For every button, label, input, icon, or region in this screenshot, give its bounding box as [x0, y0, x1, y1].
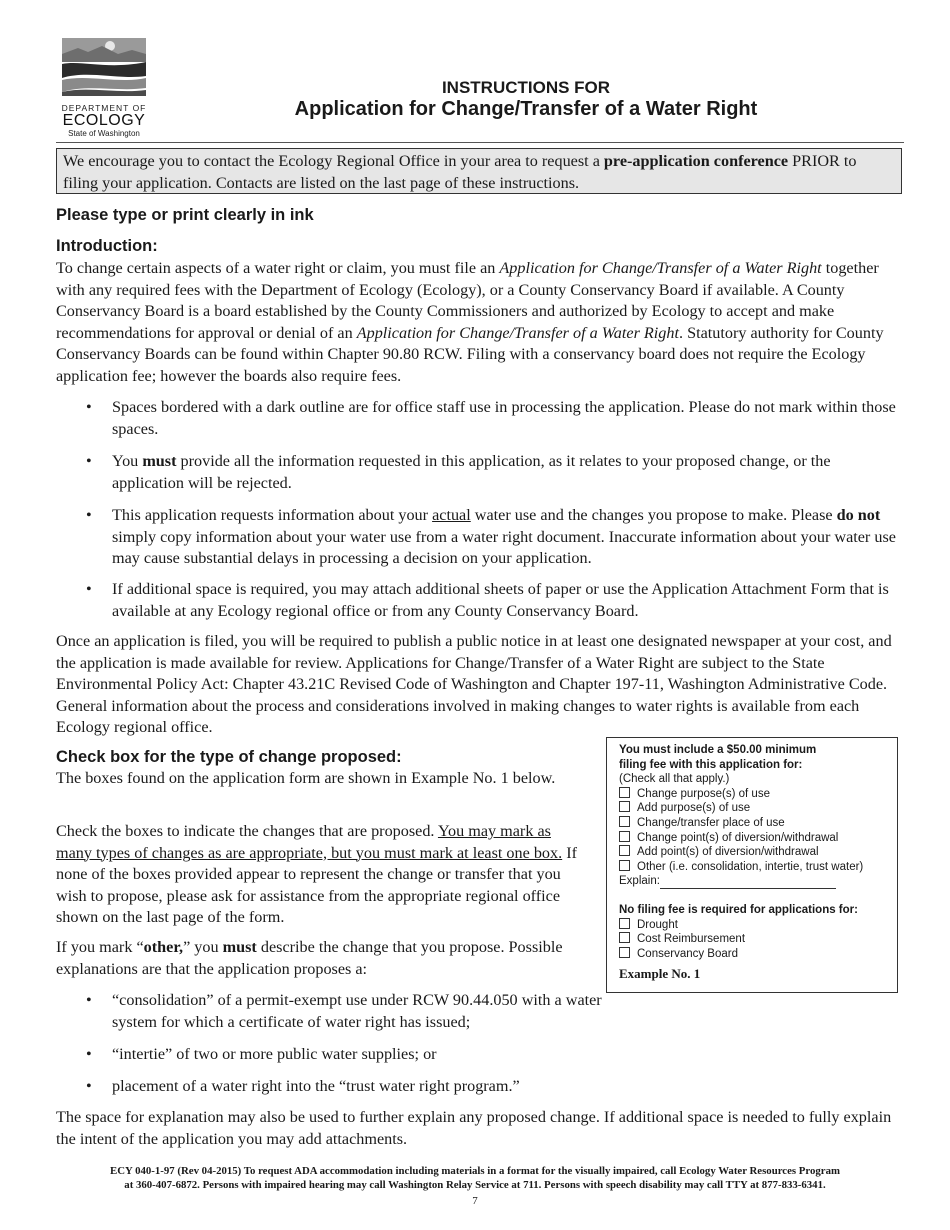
- print-heading: Please type or print clearly in ink: [56, 206, 314, 224]
- checkbox-icon: [619, 860, 630, 871]
- once-filed-paragraph: Once an application is filed, you will be required to publish a public notice in at least one designated newspaper at your cost, and the application is made available for review. Applications for Change/Transfer of a Water Right are subject to the State Environmental Policy Act: Chapter 43.21C Revised Code of Washington and Chapter 197-11, Washington Administrative Code. General information about the process and considerations involved in making changes to water rights is available from each Ecology regional office.: [56, 632, 892, 736]
- checkbox-icon: [619, 787, 630, 798]
- page-title: Application for Change/Transfer of a Water Right: [294, 98, 758, 120]
- intro-paragraph: To change certain aspects of a water right or claim, you must file an Application for Change/Transfer of a Water Right together with any required fees with the Department of Ecology (Ecology), or a County Conservancy Board if available. A County Conservancy Board is a board established by the County Commissioners and authorized by Ecology to accept and make recommendations for approval or denial of an Application for Change/Transfer of a Water Right. Statutory authority for County Conservancy Boards can be found within Chapter 90.80 RCW. Filing with a conservancy board does not require the Ecology application fee; however the boards also require fees.: [56, 259, 884, 385]
- example-checkbox-item: Change purpose(s) of use: [619, 787, 885, 802]
- logo-dept-text: DEPARTMENT OF: [61, 103, 147, 113]
- checkbox-icon: [619, 918, 630, 929]
- closing-paragraph: The space for explanation may also be used to further explain any proposed change. If additional space is needed to fully explain the intent of the application you may add attachments.: [56, 1108, 892, 1148]
- example-checkbox-item: Drought: [619, 918, 885, 933]
- check-paragraph-2: Check the boxes to indicate the changes that are proposed. You may mark as many types of changes as are appropriate, but you must mark at least one box. If none of the boxes provided appear to represent the change or transfer that you wish to propose, please ask for assistance from the appropriate regional office shown on the last page of the form.: [56, 822, 577, 926]
- example-checkbox-item: Add point(s) of diversion/withdrawal: [619, 845, 885, 860]
- pre-application-notice: We encourage you to contact the Ecology Regional Office in your area to request a pre-application conference PRIOR to filing your application. Contacts are listed on the last page of these instructions.: [56, 148, 902, 194]
- footer-ada-notice: ECY 040-1-97 (Rev 04-2015) To request ADA accommodation including materials in a format for the visually impaired, call Ecology Water Resources Program at 360-407-6872. Persons with impaired hearing may call Washington Relay Service at 711. Persons with speech disability may call TTY at 877-833-6341.: [110, 1165, 840, 1191]
- checkbox-icon: [619, 845, 630, 856]
- example-explain-line: Explain:: [619, 874, 885, 889]
- example-checkbox-item: Add purpose(s) of use: [619, 801, 885, 816]
- list-item: • If additional space is required, you may attach additional sheets of paper or use the Application Attachment Form that is available at any Ecology regional office or from any County Conservancy Board.: [86, 580, 889, 620]
- list-item: • This application requests information about your actual water use and the changes you propose to make. Please do not simply copy information about your water use from a water right document. Inaccurate information about your water use may cause substantial delays in processing a decision on your application.: [86, 506, 896, 567]
- example-checkbox-item: Conservancy Board: [619, 947, 885, 962]
- list-item: • “consolidation” of a permit-exempt use under RCW 90.44.050 with a water system for which a certificate of water right has issued;: [86, 991, 602, 1031]
- example-checkbox-item: Change/transfer place of use: [619, 816, 885, 831]
- checkbox-icon: [619, 801, 630, 812]
- check-box-heading: Check box for the type of change proposed:: [56, 748, 402, 766]
- list-item: • placement of a water right into the “trust water right program.”: [86, 1077, 520, 1095]
- list-item: • “intertie” of two or more public water supplies; or: [86, 1045, 437, 1063]
- logo-state-text: State of Washington: [68, 129, 140, 138]
- list-item: • You must provide all the information requested in this application, as it relates to your proposed change, or the application will be rejected.: [86, 452, 831, 492]
- checkbox-icon: [619, 816, 630, 827]
- checkbox-icon: [619, 831, 630, 842]
- page-number: 7: [472, 1195, 478, 1207]
- check-paragraph-3: If you mark “other,” you must describe the change that you propose. Possible explanations are that the application proposes a:: [56, 938, 563, 978]
- list-item: • Spaces bordered with a dark outline are for office staff use in processing the application. Please do not mark within those spaces.: [86, 398, 896, 438]
- logo-ecology-text: ECOLOGY: [62, 112, 146, 129]
- example-checkbox-item: Change point(s) of diversion/withdrawal: [619, 831, 885, 846]
- checkbox-icon: [619, 932, 630, 943]
- example-no-1-box: You must include a $50.00 minimum filing fee with this application for: (Check all that apply.) Change purpose(s) of use Add purpose(s) of use Change/transfer place of use Change point(s) of diversion/withdrawal Add point(s) of diversion/withdrawal Other (i.e. consolidation, intertie, trust water) Explain: No filing fee is required for applications for: Drought Cost Reimbursement Conservancy Board Example No. 1: [606, 737, 898, 993]
- checkbox-icon: [619, 947, 630, 958]
- example-checkbox-item: Cost Reimbursement: [619, 932, 885, 947]
- example-label: Example No. 1: [619, 966, 701, 982]
- check-paragraph-1: The boxes found on the application form are shown in Example No. 1 below.: [56, 769, 556, 787]
- example-checkbox-item: Other (i.e. consolidation, intertie, trust water): [619, 860, 885, 875]
- page-title-line1: INSTRUCTIONS FOR: [441, 78, 611, 97]
- intro-heading: Introduction:: [56, 237, 158, 255]
- header-divider: [56, 142, 904, 143]
